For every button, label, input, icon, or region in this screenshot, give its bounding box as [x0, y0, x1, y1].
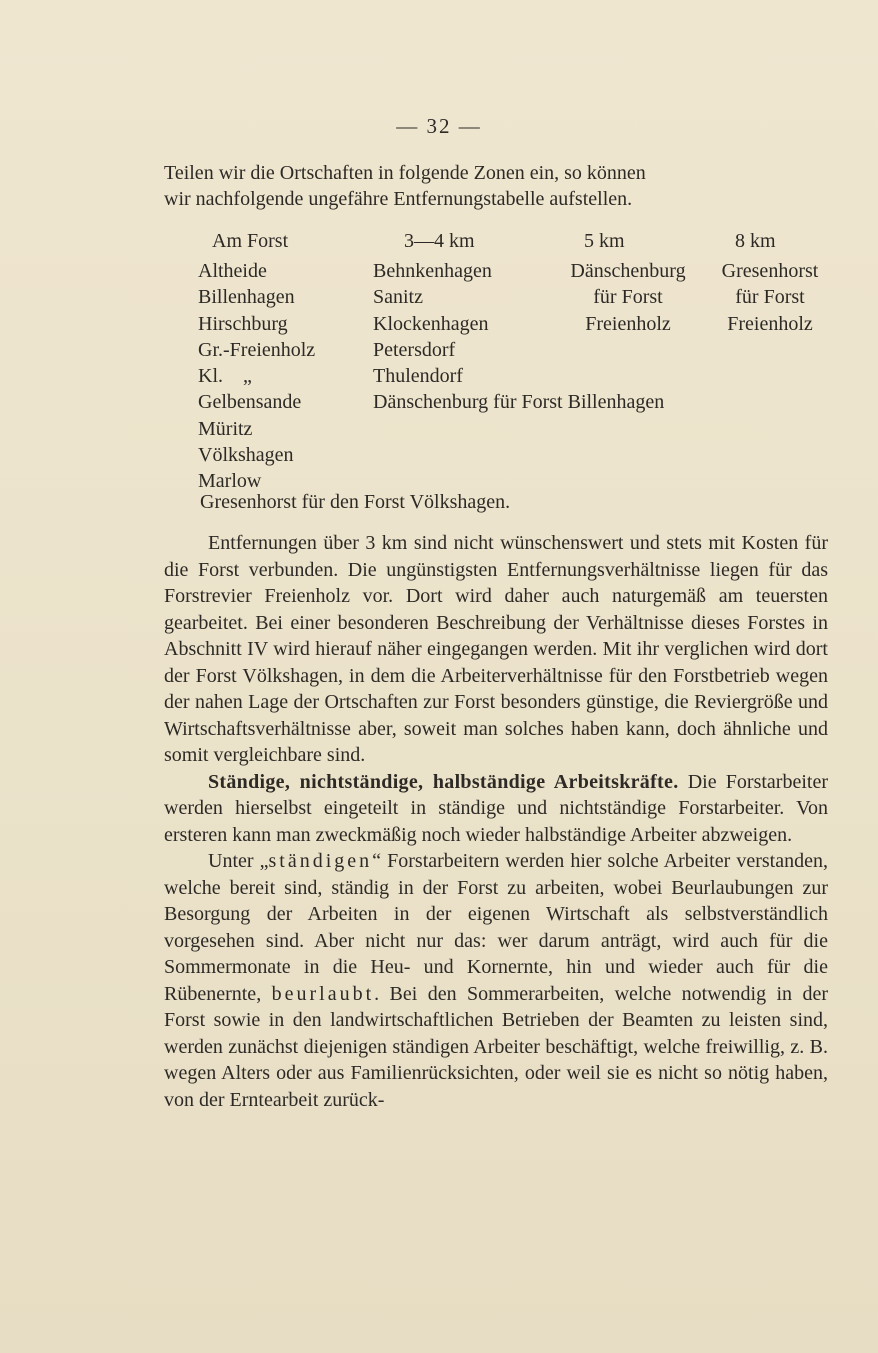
table-cell: Altheide	[198, 260, 267, 282]
intro-line-1: Teilen wir die Ortschaften in folgende Zonen ein, so können	[164, 162, 646, 184]
table-cell: Freienholz	[727, 312, 813, 335]
table-cell: Gresenhorst	[721, 260, 819, 282]
intro-paragraph	[164, 160, 828, 213]
paragraph-permanent-workers	[164, 848, 828, 1113]
table-cell: Sanitz	[373, 286, 423, 309]
table-header-5-km: 5 km	[584, 230, 625, 252]
table-cell: Petersdorf	[373, 338, 456, 361]
table-cell: Kl. „	[198, 365, 252, 388]
paragraph-worker-types	[164, 769, 828, 849]
paragraph-text: Unter „	[208, 850, 269, 872]
table-cell: Dänschenburg	[570, 260, 686, 282]
table-column-8-km	[700, 258, 840, 337]
paragraph-text: Die Forstarbeiter werden hierselbst eingeteilt in ständige und nichtständige Forstarbeiter. Von ersteren kann man zweckmäßig noch wieder halbständige Arbeiter abzweigen.	[164, 770, 828, 846]
table-header-am-forst: Am Forst	[212, 230, 289, 252]
table-cell: für Forst	[593, 286, 663, 309]
emphasized-term: ständigen	[268, 850, 373, 872]
paragraph-text: . Bei den Sommerarbeiten, welche notwendig in der Forst sowie in den landwirtschaftlichen Betrieben der Beamten zu leisten sind, werden zunächst diejenigen ständigen Arbeiter beschäftigt, welche freiwillig, z. B. wegen Alters oder aus Familienrücksichten, oder weil sie es nicht so nötig haben, von der Erntearbeit zurück-	[164, 982, 828, 1111]
table-column-5-km	[545, 258, 711, 337]
section-heading: Ständige, nichtständige, halbständige Arbeitskräfte.	[208, 770, 679, 793]
table-cell: Hirschburg	[198, 312, 288, 335]
table-cell: Gelbensande	[198, 391, 302, 414]
table-cell: für Forst	[735, 286, 805, 309]
table-cell: Dänschenburg für Forst Billenhagen	[373, 391, 665, 414]
intro-line-2: wir nachfolgende ungefähre Entfernungstabelle aufstellen.	[164, 188, 633, 211]
table-cell: Behnkenhagen	[373, 260, 492, 282]
table-cell: Marlow	[198, 470, 262, 493]
table-cell: Billenhagen	[198, 286, 295, 309]
emphasized-term: beurlaubt	[271, 982, 375, 1005]
table-header-8-km: 8 km	[735, 230, 776, 252]
page-number: — 32 —	[396, 114, 482, 138]
table-cell: Gr.-Freienholz	[198, 338, 316, 361]
table-cell: Klockenhagen	[373, 312, 489, 335]
table-cell: Völkshagen	[198, 444, 294, 467]
table-cell: Müritz	[198, 417, 253, 440]
body-text	[164, 530, 828, 1113]
table-cell: Freienholz	[585, 312, 671, 335]
paragraph-distances: Entfernungen über 3 km sind nicht wünschenswert und stets mit Kosten für die Forst verbunden. Die ungünstigsten Entfernungsverhältnisse liegen für das Forstrevier Freienholz vor. Dort wird daher auch naturgemäß am teuersten gearbeitet. Bei einer besonderen Beschreibung der Verhältnisse dieses Forstes in Abschnitt IV wird hierauf näher eingegangen werden. Mit ihr verglichen wird dort der Forst Völkshagen, in dem die Arbeiterverhältnisse für den Forstbetrieb wegen der nahen Lage der Ortschaften zur Forst besonders günstige, die Reviergröße und Wirtschaftsverhältnisse aber, soweit man solches haben kann, doch ähnliche und somit vergleichbare sind.	[164, 532, 828, 766]
table-note: Gresenhorst für den Forst Völkshagen.	[200, 491, 511, 513]
table-header-3-4-km: 3—4 km	[404, 230, 475, 252]
paragraph-text: “ Forstarbeitern werden hier solche Arbeiter verstanden, welche bereit sind, ständig in der Forst zu arbeiten, wobei Beurlaubungen zur Besorgung der Arbeiten in der eigenen Wirtschaft als selbstverständlich vorgesehen sind. Aber nicht nur das: wer darum anträgt, wird auch für die Sommermonate in die Heu- und Kornernte, hin und wieder auch für die Rübenernte,	[164, 850, 828, 1005]
table-cell: Thulendorf	[373, 365, 463, 388]
table-column-am-forst	[198, 258, 315, 495]
